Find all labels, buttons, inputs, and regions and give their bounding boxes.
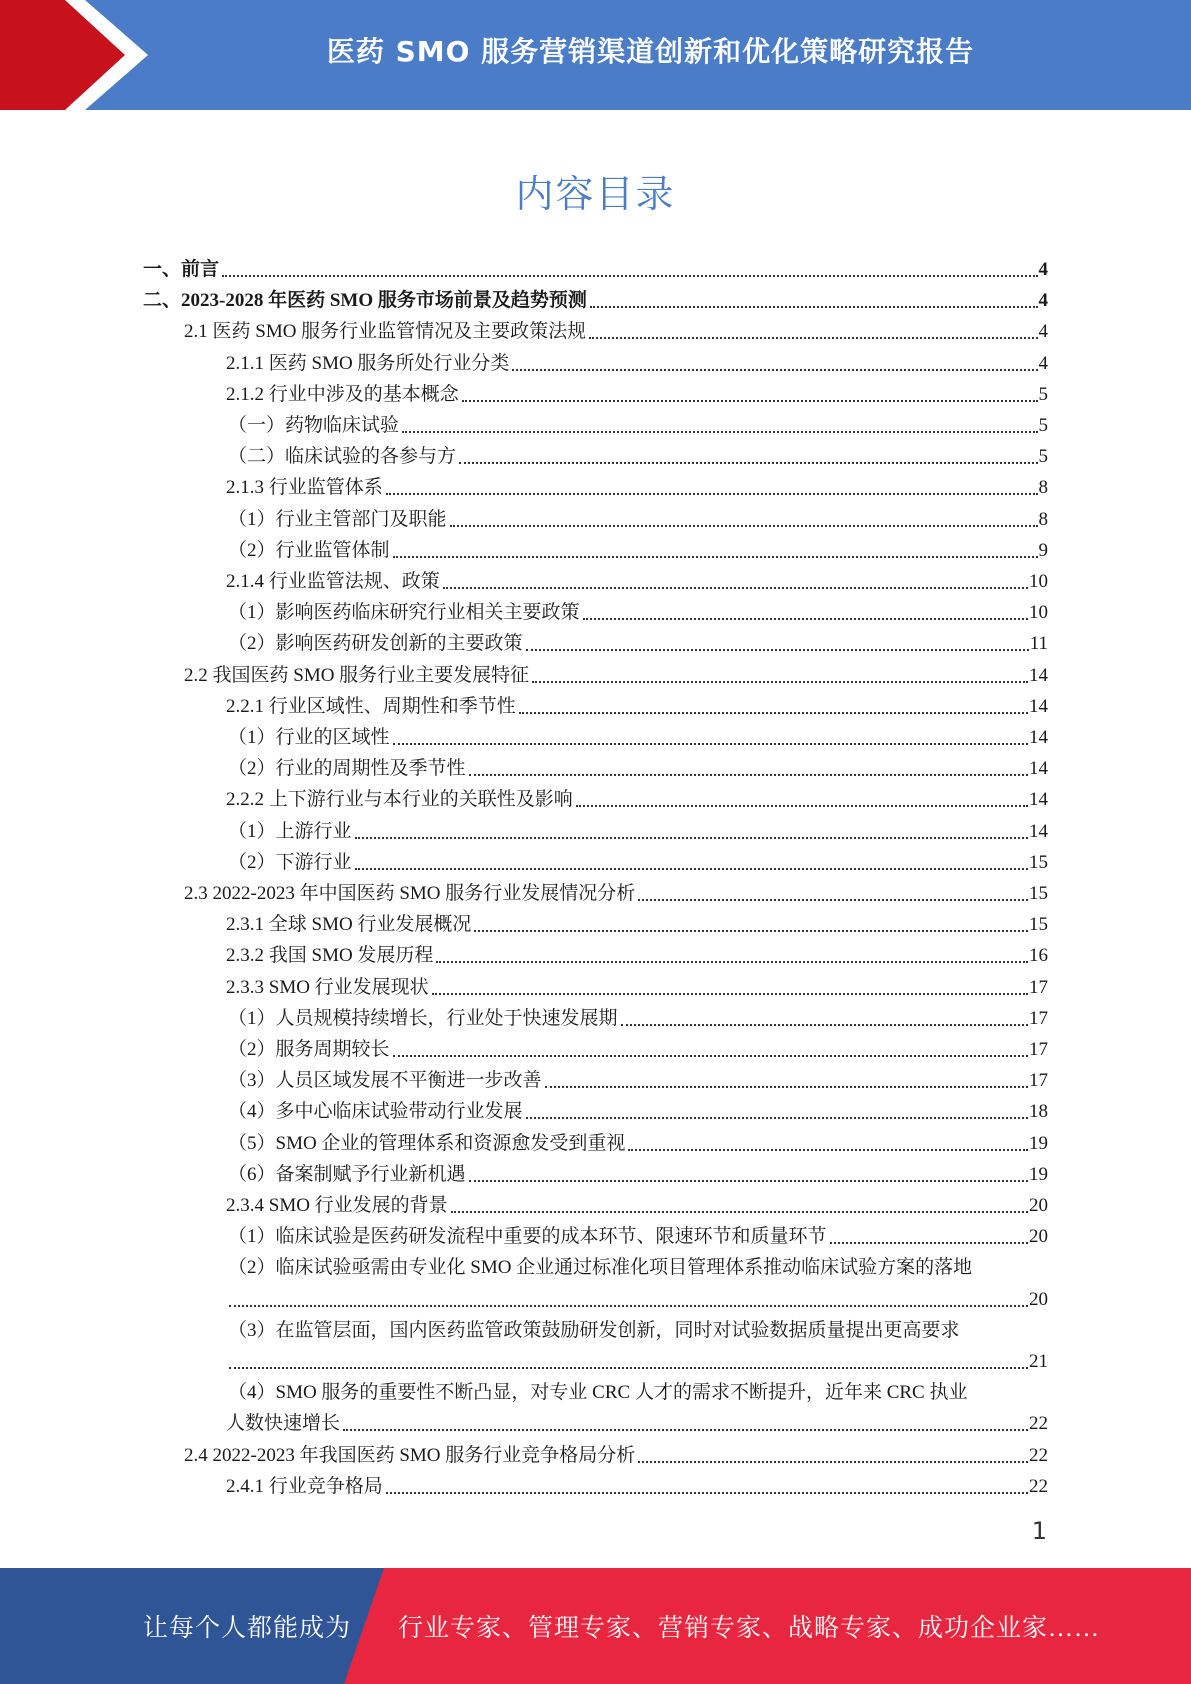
toc-page-number: 8: [1038, 508, 1048, 530]
toc-dot-leader: [590, 306, 1038, 308]
toc-entry[interactable]: [226, 379, 1048, 410]
toc-page-number: 10: [1029, 571, 1048, 592]
toc-page-number: 17: [1029, 1039, 1048, 1060]
toc-entry[interactable]: [184, 316, 1048, 347]
toc-dot-leader: [576, 805, 1028, 807]
toc-entry[interactable]: [226, 1346, 1048, 1377]
toc-dot-leader: [355, 868, 1028, 870]
toc-entry-text[interactable]: （2）临床试验亟需由专业化 SMO 企业通过标准化项目管理体系推动临床试验方案的落地: [228, 1257, 973, 1279]
toc-entry-text: （1）上游行业: [228, 820, 352, 842]
toc-page-number: 20: [1029, 1288, 1048, 1310]
toc-entry[interactable]: [228, 1096, 1048, 1127]
toc-page-number: 14: [1029, 664, 1048, 686]
toc-entry[interactable]: [228, 1034, 1048, 1065]
toc-entry[interactable]: [228, 1159, 1048, 1190]
toc-dot-leader: [628, 1149, 1028, 1151]
toc-page-number: 17: [1029, 976, 1048, 998]
toc-entry[interactable]: [228, 1003, 1048, 1034]
toc-page-number: 4: [1038, 259, 1048, 280]
toc-entry-text: 2.3.4 SMO 行业发展的背景: [226, 1195, 448, 1216]
toc-page-number: 9: [1038, 539, 1048, 561]
toc-entry[interactable]: [228, 1128, 1048, 1159]
toc-entry[interactable]: [228, 1065, 1048, 1096]
toc-page-number: 17: [1029, 1007, 1048, 1029]
toc-dot-leader: [462, 400, 1038, 402]
toc-entry-text: （1）行业的区域性: [228, 727, 390, 748]
toc-page-number: 22: [1029, 1413, 1048, 1435]
toc-page-number: 15: [1029, 914, 1048, 936]
header-banner: [0, 0, 1191, 110]
toc-entry[interactable]: [143, 285, 1048, 316]
toc-entry[interactable]: [228, 816, 1048, 847]
toc-entry-text: 2.3.3 SMO 行业发展现状: [226, 976, 429, 998]
toc-entry[interactable]: [226, 940, 1048, 971]
toc-page-number: 10: [1029, 602, 1048, 624]
toc-page-number: 11: [1029, 633, 1048, 655]
toc-entry[interactable]: [184, 1440, 1048, 1471]
footer-slogan-right: 行业专家、管理专家、营销专家、战略专家、成功企业家……: [398, 1615, 1101, 1642]
toc-entry[interactable]: [228, 722, 1048, 753]
toc-dot-leader: [469, 774, 1028, 776]
toc-dot-leader: [222, 275, 1037, 277]
toc-entry[interactable]: [226, 691, 1048, 722]
toc-entry[interactable]: [184, 660, 1048, 691]
toc-entry-text: 2.1 医药 SMO 服务行业监管情况及主要政策法规: [184, 321, 587, 343]
toc-entry-text: （2）行业的周期性及季节性: [228, 758, 466, 780]
toc-entry-text: 2.3 2022-2023 年中国医药 SMO 服务行业发展情况分析: [184, 883, 636, 904]
toc-page-number: 5: [1038, 446, 1048, 468]
toc-page-number: 8: [1038, 477, 1048, 499]
toc-entry[interactable]: [228, 597, 1048, 628]
toc-entry[interactable]: [143, 254, 1048, 285]
toc-entry-text: 2.1.3 行业监管体系: [226, 477, 383, 499]
toc-dot-leader: [469, 1180, 1028, 1182]
toc-page-number: 5: [1038, 415, 1048, 436]
toc-entry-text: 2.2 我国医药 SMO 服务行业主要发展特征: [184, 664, 530, 686]
toc-entry-text: （1）行业主管部门及职能: [228, 508, 447, 530]
toc-entry-text: （1）人员规模持续增长，行业处于快速发展期: [228, 1007, 618, 1029]
footer-slogan-left: 让每个人都能成为: [143, 1615, 352, 1642]
toc-entry-text: （二）临床试验的各参与方: [228, 446, 457, 468]
toc-dot-leader: [526, 649, 1029, 651]
toc-entry[interactable]: [226, 1408, 1048, 1439]
toc-dot-leader: [386, 1492, 1028, 1494]
toc-entry[interactable]: [228, 535, 1048, 566]
toc-dot-leader: [402, 431, 1037, 433]
toc-entry-text: 二、2023-2028 年医药 SMO 服务市场前景及趋势预测: [143, 290, 587, 312]
toc-entry[interactable]: [228, 504, 1048, 535]
toc-dot-leader: [451, 1211, 1028, 1213]
toc-page-number: 18: [1029, 1101, 1048, 1123]
toc-page-number: 14: [1029, 758, 1048, 780]
toc-page-number: 20: [1029, 1226, 1048, 1248]
toc-entry-text: 2.1.2 行业中涉及的基本概念: [226, 383, 459, 405]
toc-entry[interactable]: [228, 628, 1048, 659]
toc-page-number: 17: [1029, 1070, 1048, 1092]
toc-entry-text: （一）药物临床试验: [228, 415, 400, 436]
toc-entry-continuation: 人数快速增长: [226, 1413, 341, 1435]
toc-entry[interactable]: [226, 909, 1048, 940]
toc-entry[interactable]: [226, 1471, 1048, 1502]
footer-banner: [0, 1568, 1191, 1684]
toc-entry[interactable]: [226, 348, 1048, 379]
toc-entry-text: （1）临床试验是医药研发流程中重要的成本环节、限速环节和质量环节: [228, 1226, 827, 1248]
toc-entry-text: （3）人员区域发展不平衡进一步改善: [228, 1070, 542, 1092]
toc-entry[interactable]: [228, 847, 1048, 878]
toc-dot-leader: [589, 337, 1037, 339]
toc-entry-text: （2）服务周期较长: [228, 1039, 390, 1060]
toc-dot-leader: [459, 462, 1037, 464]
toc-page-number: 15: [1029, 851, 1048, 873]
toc-dot-leader: [436, 961, 1028, 963]
toc-entry-text: （1）影响医药临床研究行业相关主要政策: [228, 602, 580, 624]
toc-page-number: 4: [1038, 321, 1048, 343]
toc-entry-text: （2）影响医药研发创新的主要政策: [228, 633, 523, 655]
toc-dot-leader: [343, 1429, 1028, 1431]
toc-dot-leader: [583, 618, 1028, 620]
toc-dot-leader: [386, 493, 1038, 495]
toc-entry-text: 2.4 2022-2023 年我国医药 SMO 服务行业竞争格局分析: [184, 1444, 636, 1466]
toc-dot-leader: [526, 1117, 1028, 1119]
toc-entry-text: 2.4.1 行业竞争格局: [226, 1475, 383, 1497]
report-title: 医药 SMO 服务营销渠道创新和优化策略研究报告: [326, 35, 975, 68]
toc-dot-leader: [519, 712, 1028, 714]
toc-page-number: 21: [1029, 1351, 1048, 1372]
toc-page-number: 4: [1038, 290, 1048, 312]
toc-dot-leader: [450, 525, 1038, 527]
toc-entry[interactable]: [226, 566, 1048, 597]
toc-dot-leader: [432, 993, 1028, 995]
toc-entry-text: 2.2.2 上下游行业与本行业的关联性及影响: [226, 789, 573, 811]
toc-entry[interactable]: [226, 972, 1048, 1003]
toc-entry-text: 2.1.1 医药 SMO 服务所处行业分类: [226, 352, 510, 374]
toc-page-number: 14: [1029, 695, 1048, 717]
toc-entry-text: （5）SMO 企业的管理体系和资源愈发受到重视: [228, 1132, 626, 1154]
toc-page-number: 14: [1029, 789, 1048, 811]
toc-entry-text[interactable]: （3）在监管层面，国内医药监管政策鼓励研发创新，同时对试验数据质量提出更高要求: [228, 1319, 960, 1341]
toc-entry-text: 2.1.4 行业监管法规、政策: [226, 571, 440, 592]
toc-entry-text: （2）行业监管体制: [228, 539, 390, 561]
toc-entry[interactable]: [228, 410, 1048, 441]
toc-dot-leader: [393, 556, 1038, 558]
toc-page-number: 14: [1029, 727, 1048, 748]
toc-page-number: 20: [1029, 1195, 1048, 1216]
toc-entry-text: （6）备案制赋予行业新机遇: [228, 1163, 466, 1185]
toc-entry[interactable]: [228, 1221, 1048, 1252]
toc-page-number: 14: [1029, 820, 1048, 842]
toc-dot-leader: [545, 1086, 1028, 1088]
toc-entry-text: 一、前言: [143, 259, 220, 280]
toc-dot-leader: [355, 837, 1028, 839]
toc-page-number: 22: [1029, 1444, 1048, 1466]
toc-entry-text: （4）多中心临床试验带动行业发展: [228, 1101, 523, 1123]
toc-entry-text[interactable]: （4）SMO 服务的重要性不断凸显，对专业 CRC 人才的需求不断提升，近年来 CRC 执业: [228, 1382, 968, 1404]
toc-entry-text: 2.2.1 行业区域性、周期性和季节性: [226, 695, 516, 717]
toc-dot-leader: [638, 899, 1028, 901]
toc-dot-leader: [443, 587, 1028, 589]
toc-page-number: 19: [1029, 1163, 1048, 1185]
toc-heading: 内容目录: [515, 172, 676, 216]
toc-dot-leader: [638, 1461, 1028, 1463]
toc-page-number: 4: [1038, 352, 1048, 374]
toc-entry[interactable]: [226, 784, 1048, 815]
toc-entry[interactable]: [184, 878, 1048, 909]
toc-dot-leader: [621, 1024, 1028, 1026]
toc-dot-leader: [393, 743, 1028, 745]
toc-page-number: 15: [1029, 883, 1048, 904]
toc-page-number: 22: [1029, 1475, 1048, 1497]
toc-dot-leader: [532, 681, 1028, 683]
toc-dot-leader: [474, 930, 1028, 932]
toc-dot-leader: [229, 1305, 1028, 1307]
toc-dot-leader: [229, 1367, 1028, 1369]
toc-dot-leader: [393, 1055, 1028, 1057]
toc-page-number: 16: [1029, 945, 1048, 967]
toc-entry[interactable]: [226, 1190, 1048, 1221]
toc-entry[interactable]: [226, 472, 1048, 503]
toc-entry[interactable]: [228, 441, 1048, 472]
toc-page-number: 19: [1029, 1132, 1048, 1154]
page-number: 1: [1031, 1517, 1047, 1545]
toc-entry-text: 2.3.1 全球 SMO 行业发展概况: [226, 914, 472, 936]
toc-page-number: 5: [1038, 383, 1048, 405]
toc-dot-leader: [830, 1242, 1028, 1244]
toc-entry[interactable]: [228, 753, 1048, 784]
toc-dot-leader: [512, 369, 1037, 371]
toc-entry[interactable]: [226, 1284, 1048, 1315]
toc-entry-text: （2）下游行业: [228, 851, 352, 873]
toc-entry-text: 2.3.2 我国 SMO 发展历程: [226, 945, 434, 967]
